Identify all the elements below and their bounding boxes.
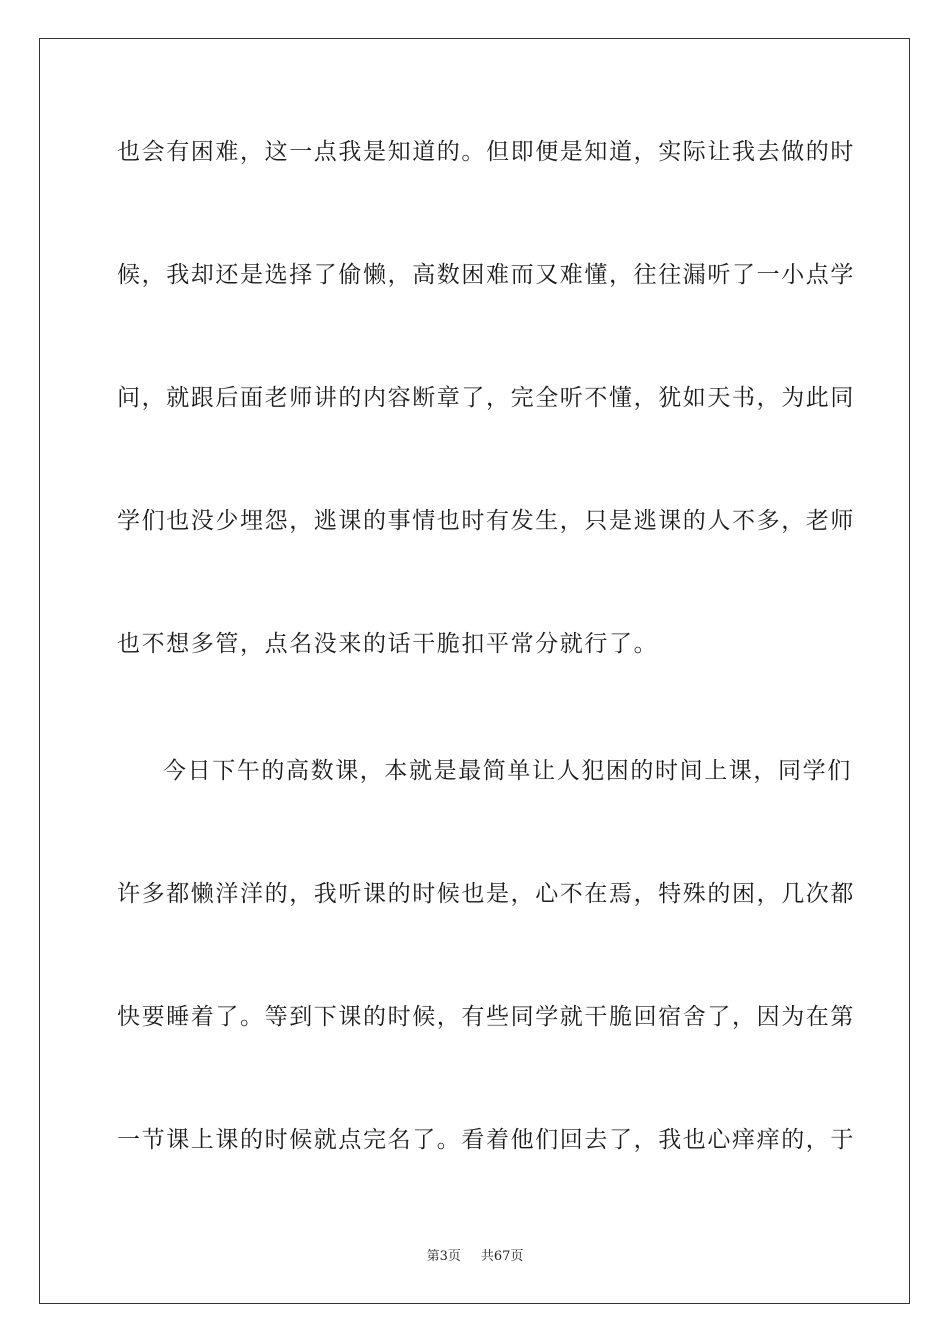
text-line: 问，就跟后面老师讲的内容断章了，完全听不懂，犹如天书，为此同 [117, 385, 855, 411]
text-line: 学们也没少埋怨，逃课的事情也时有发生，只是逃课的人不多，老师 [117, 508, 855, 534]
text-line: 快要睡着了。等到下课的时候，有些同学就干脆回宿舍了，因为在第 [117, 1004, 855, 1030]
text-line: 也会有困难，这一点我是知道的。但即便是知道，实际让我去做的时 [117, 139, 855, 165]
text-line: 候，我却还是选择了偷懒，高数困难而又难懂，往往漏听了一小点学 [117, 262, 855, 288]
text-line: 一节课上课的时候就点完名了。看着他们回去了，我也心痒痒的，于 [117, 1127, 855, 1153]
page-total: 共67页 [480, 1249, 524, 1264]
page-footer [0, 1248, 950, 1266]
text-line: 许多都懒洋洋的，我听课的时候也是，心不在焉，特殊的困，几次都 [117, 881, 855, 907]
paragraph-first-line: 今日下午的高数课，本就是最简单让人犯困的时间上课，同学们 [163, 758, 852, 784]
page-border [39, 38, 910, 1304]
page-number: 第3页 [426, 1249, 461, 1264]
text-line: 也不想多管，点名没来的话干脆扣平常分就行了。 [117, 631, 659, 657]
